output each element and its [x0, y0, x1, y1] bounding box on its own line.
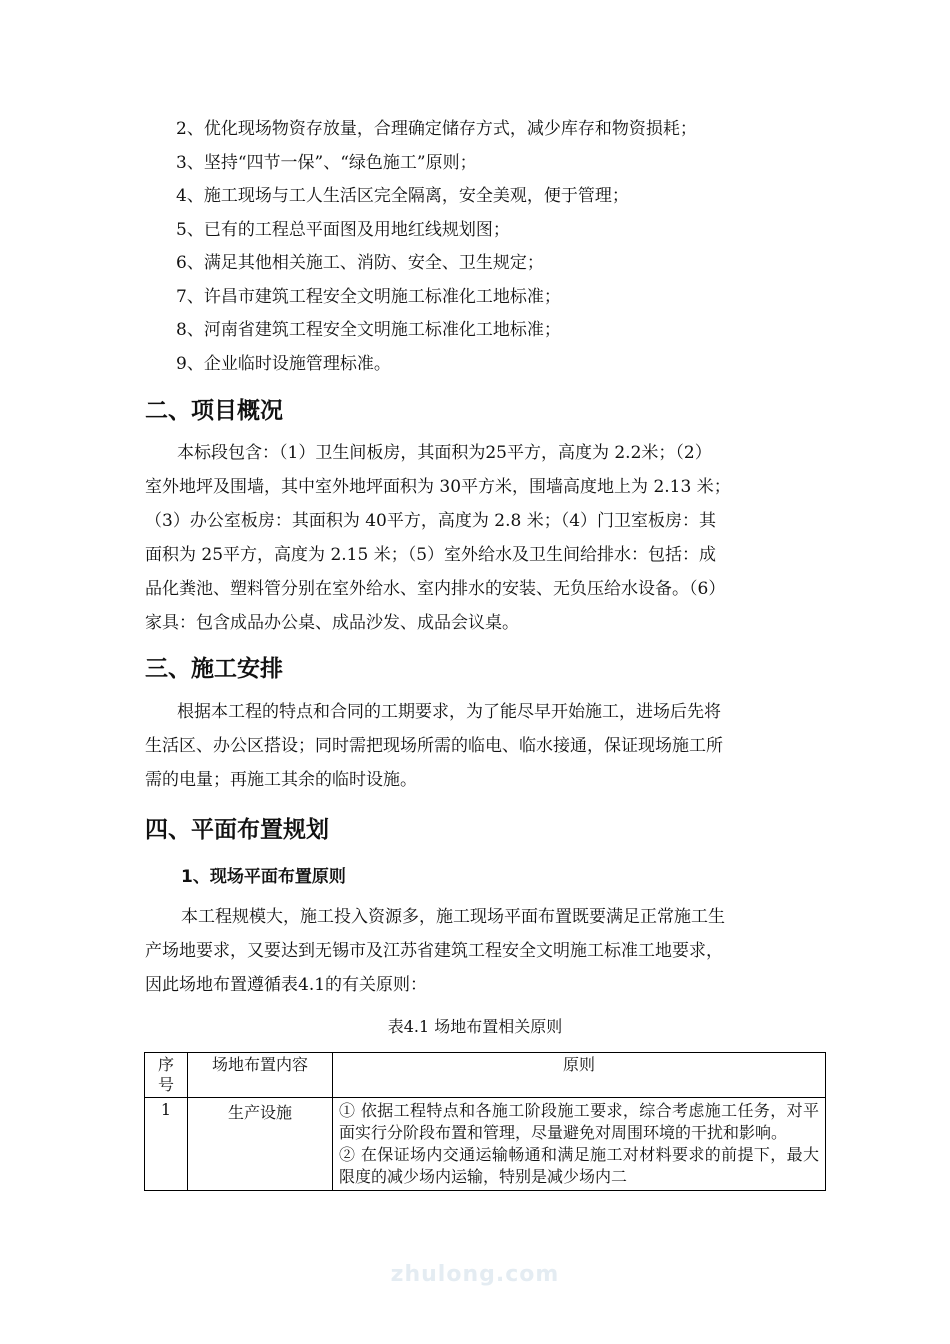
section-heading-layout: 四、平面布置规划	[145, 817, 329, 843]
cell-rule	[333, 1098, 826, 1191]
paragraph-line: 根据本工程的特点和合同的工期要求，为了能尽早开始施工，进场后先将	[177, 702, 721, 722]
table-caption: 表4.1 场地布置相关原则	[387, 1017, 563, 1036]
list-item: 4、施工现场与工人生活区完全隔离，安全美观，便于管理；	[176, 186, 629, 206]
header-no: 序号	[145, 1053, 188, 1098]
paragraph-line: 家具：包含成品办公桌、成品沙发、成品会议桌。	[145, 613, 519, 633]
cell-no: 1	[145, 1098, 188, 1191]
paragraph-line: 本标段包含：（1）卫生间板房，其面积为25平方，高度为 2.2米；（2）	[177, 443, 712, 463]
paragraph-line: 因此场地布置遵循表4.1的有关原则：	[145, 975, 428, 995]
rule-text: ① 依据工程特点和各施工阶段施工要求，综合考虑施工任务，对平面实行分阶段布置和管理，尽量避免对周围环境的干扰和影响。	[339, 1101, 819, 1142]
list-item: 5、已有的工程总平面图及用地红线规划图；	[176, 220, 510, 240]
paragraph-line: 生活区、办公区搭设；同时需把现场所需的临电、临水接通，保证现场施工所	[145, 736, 723, 756]
paragraph-line: 品化粪池、塑料管分别在室外给水、室内排水的安装、无负压给水设备。（6）	[145, 579, 726, 599]
section-heading-overview: 二、项目概况	[145, 398, 283, 424]
paragraph-line: 本工程规模大，施工投入资源多，施工现场平面布置既要满足正常施工生	[181, 907, 725, 927]
list-item: 7、许昌市建筑工程安全文明施工标准化工地标准；	[176, 287, 561, 307]
layout-paragraph	[145, 900, 807, 1002]
overview-paragraph	[145, 436, 807, 640]
section-heading-schedule: 三、施工安排	[145, 656, 283, 682]
list-item: 2、优化现场物资存放量，合理确定储存方式，减少库存和物资损耗；	[176, 119, 697, 139]
principles-table	[144, 1052, 826, 1191]
watermark: zhulong.com	[390, 1262, 560, 1287]
cell-item: 生产设施	[188, 1098, 333, 1191]
table-header-row	[145, 1053, 826, 1098]
paragraph-line: 室外地坪及围墙，其中室外地坪面积为 30平方米，围墙高度地上为 2.13 米；	[145, 477, 731, 497]
paragraph-line: 需的电量；再施工其余的临时设施。	[145, 770, 417, 790]
rule-text: ② 在保证场内交通运输畅通和满足施工对材料要求的前提下，最大限度的减少场内运输，特别是减少场内二	[339, 1145, 819, 1186]
subsection-heading: 1、现场平面布置原则	[181, 867, 346, 887]
header-rule: 原则	[333, 1053, 826, 1098]
paragraph-line: 产场地要求，又要达到无锡市及江苏省建筑工程安全文明施工标准工地要求，	[145, 941, 723, 961]
paragraph-line: 面积为 25平方，高度为 2.15 米；（5）室外给水及卫生间给排水：包括：成	[145, 545, 717, 565]
table-row	[145, 1098, 826, 1191]
schedule-paragraph	[145, 695, 807, 797]
list-item: 8、河南省建筑工程安全文明施工标准化工地标准；	[176, 320, 561, 340]
paragraph-line: （3）办公室板房：其面积为 40平方，高度为 2.8 米；（4）门卫室板房：其	[145, 511, 717, 531]
list-item: 6、满足其他相关施工、消防、安全、卫生规定；	[176, 253, 544, 273]
list-item: 9、企业临时设施管理标准。	[176, 354, 391, 374]
list-item: 3、坚持“四节一保”、“绿色施工”原则；	[176, 153, 477, 173]
header-item: 场地布置内容	[188, 1053, 333, 1098]
